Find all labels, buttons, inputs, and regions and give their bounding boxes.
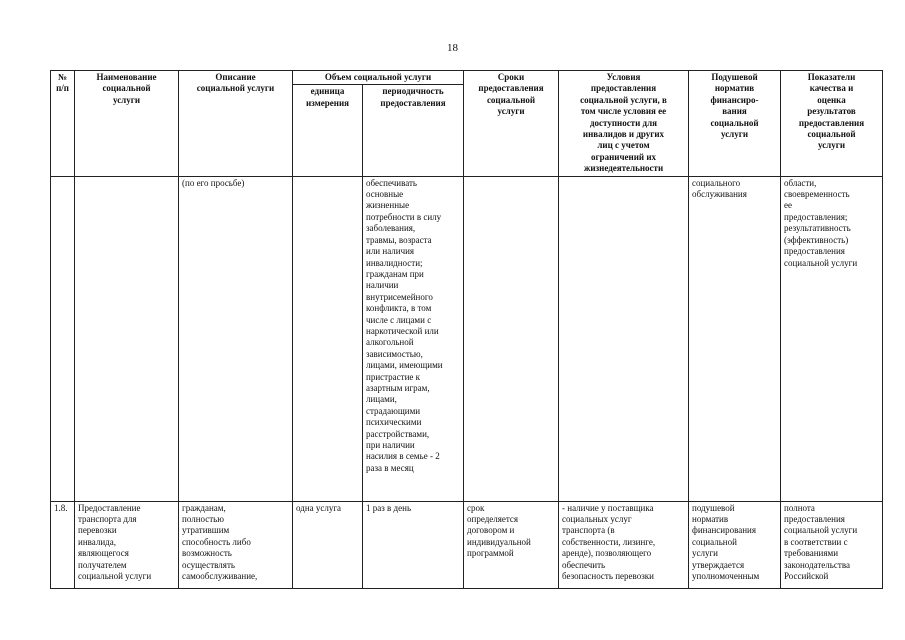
page-number: 18 — [447, 42, 458, 54]
cell-indicators: полнота предоставления социальной услуги в соответствии с требованиями законодательства Российской — [781, 501, 883, 588]
cell-description: гражданам, полностью утратившим способность либо возможность осуществлять самообслуживание, — [179, 501, 293, 588]
cell-terms — [464, 176, 559, 501]
cell-indicators: области, своевременность ее предоставления; результативность (эффективность) предоставления социальной услуги — [781, 176, 883, 501]
cell-periodicity: 1 раз в день — [363, 501, 464, 588]
cell-unit: одна услуга — [293, 501, 363, 588]
header-norm: Подушевой норматив финансиро- вания социальной услуги — [689, 71, 781, 177]
social-services-table — [50, 70, 883, 589]
cell-terms: срок определяется договором и индивидуальной программой — [464, 501, 559, 588]
cell-name — [75, 176, 179, 501]
cell-norm: подушевой норматив финансирования социальной услуги утверждается уполномоченным — [689, 501, 781, 588]
header-name: Наименование социальной услуги — [75, 71, 179, 177]
header-unit: единица измерения — [293, 85, 363, 176]
cell-description: (по его просьбе) — [179, 176, 293, 501]
table-row — [51, 501, 883, 588]
header-description: Описание социальной услуги — [179, 71, 293, 177]
cell-unit — [293, 176, 363, 501]
header-volume: Объем социальной услуги — [293, 71, 464, 85]
cell-name: Предоставление транспорта для перевозки инвалида, являющегося получателем социальной услуги — [75, 501, 179, 588]
header-conditions: Условия предоставления социальной услуги, в том числе условия ее доступности для инвалидов и других лиц с учетом ограничений их жизнедеятельности — [559, 71, 689, 177]
header-terms: Сроки предоставления социальной услуги — [464, 71, 559, 177]
cell-num — [51, 176, 75, 501]
cell-num: 1.8. — [51, 501, 75, 588]
cell-conditions: - наличие у поставщика социальных услуг транспорта (в собственности, лизинге, аренде), позволяющего обеспечить безопасность перевозки — [559, 501, 689, 588]
header-num: № п/п — [51, 71, 75, 177]
table-row — [51, 176, 883, 501]
table-header-row — [51, 71, 883, 85]
cell-periodicity: обеспечивать основные жизненные потребности в силу заболевания, травмы, возраста или наличия инвалидности; гражданам при наличии внутрисемейного конфликта, в том числе с лицами с наркотической или алкогольной зависимостью, лицами, имеющими пристрастие к азартным играм, лицами, страдающими психическими расстройствами, при наличии насилия в семье - 2 раза в месяц — [363, 176, 464, 501]
cell-norm: социального обслуживания — [689, 176, 781, 501]
header-periodicity: периодичность предоставления — [363, 85, 464, 176]
cell-conditions — [559, 176, 689, 501]
header-indicators: Показатели качества и оценка результатов предоставления социальной услуги — [781, 71, 883, 177]
